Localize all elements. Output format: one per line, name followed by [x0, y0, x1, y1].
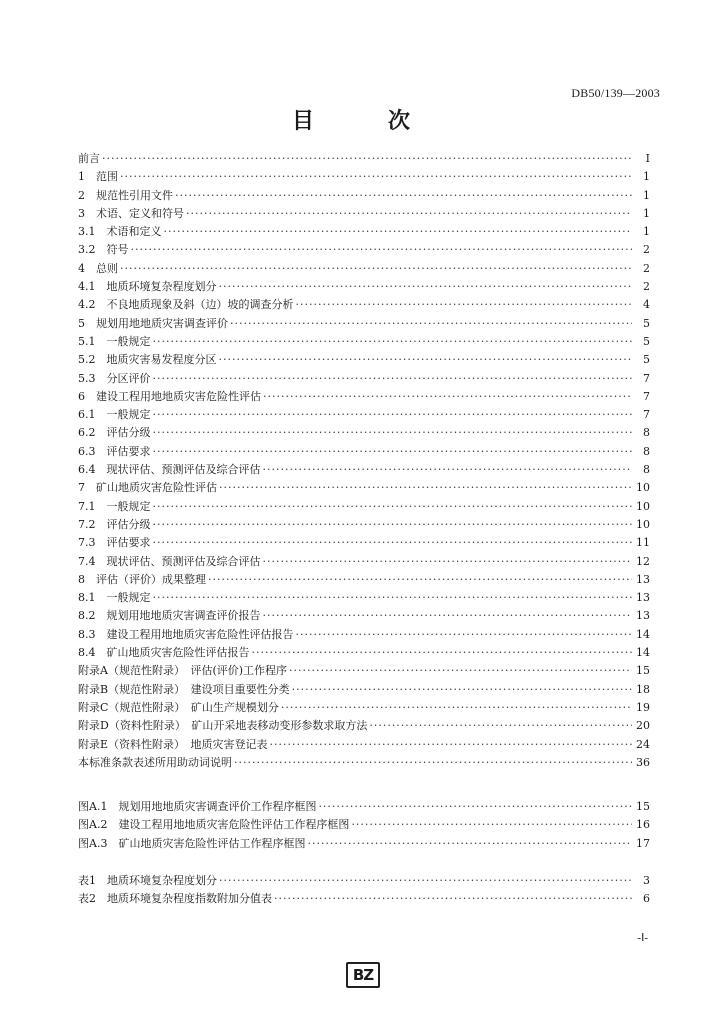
toc-entry-page: 15	[636, 664, 650, 678]
toc-entry-page: 15	[636, 800, 650, 813]
toc-entry-page: 24	[636, 737, 650, 751]
toc-leader-dots	[153, 500, 633, 513]
publisher-logo: BZ	[346, 962, 380, 988]
toc-entry-label: 附录A（规范性附录） 评估(评价)工作程序	[78, 664, 288, 678]
toc-entry[interactable]	[78, 835, 650, 853]
toc-entry-label: 6.3 评估要求	[78, 444, 151, 458]
toc-entry[interactable]	[78, 333, 650, 351]
toc-leader-dots	[296, 298, 633, 311]
toc-entry[interactable]	[78, 205, 650, 223]
toc-entry-label: 5.2 地质灾害易发程度分区	[78, 353, 217, 367]
toc-leader-dots	[131, 243, 633, 256]
toc-entry-page: 18	[636, 682, 650, 696]
toc-leader-dots	[102, 152, 632, 165]
toc-leader-dots	[153, 335, 633, 348]
toc-leader-dots	[153, 372, 633, 385]
toc-entry-label: 图A.3 矿山地质灾害危险性评估工作程序框图	[78, 836, 306, 850]
toc-entry[interactable]	[78, 626, 650, 644]
toc-entry[interactable]	[78, 461, 650, 479]
toc-entry-page: 19	[636, 700, 650, 714]
toc-entry-page: 14	[636, 627, 650, 641]
toc-leader-dots	[153, 445, 633, 458]
toc-leader-dots	[175, 189, 632, 202]
toc-entry-label: 3.2 符号	[78, 243, 129, 257]
toc-entry[interactable]	[78, 168, 650, 186]
toc-leader-dots	[219, 874, 632, 887]
toc-entry-label: 附录E（资料性附录） 地质灾害登记表	[78, 737, 268, 751]
toc-entry[interactable]	[78, 872, 650, 890]
toc-entry[interactable]	[78, 150, 650, 168]
toc-entry-page: 1	[643, 225, 650, 239]
toc-entry-label: 7 矿山地质灾害危险性评估	[78, 481, 217, 495]
toc-entry-label: 7.2 评估分级	[78, 517, 151, 531]
toc-entry-page: 2	[643, 280, 650, 294]
toc-entry-label: 图A.1 规划用地地质灾害调查评价工作程序框图	[78, 800, 317, 813]
toc-leader-dots	[153, 536, 633, 549]
toc-entry-page: 8	[643, 426, 650, 440]
doc-id: DB50/139—2003	[571, 86, 660, 100]
toc-entry[interactable]	[78, 589, 650, 607]
toc-entry[interactable]	[78, 260, 650, 278]
toc-entry[interactable]	[78, 388, 650, 406]
toc-entry-label: 3.1 术语和定义	[78, 225, 162, 239]
toc-leader-dots	[263, 609, 633, 622]
toc-entry[interactable]	[78, 890, 650, 908]
toc-entry-page: 13	[636, 572, 650, 586]
toc-entry-label: 8.1 一般规定	[78, 591, 151, 605]
toc-entry-page: 2	[643, 261, 650, 275]
toc-leader-dots	[153, 408, 633, 421]
toc-leader-dots	[153, 591, 633, 604]
toc-entry-label: 6 建设工程用地地质灾害危险性评估	[78, 389, 261, 403]
toc-entry-page: 7	[643, 389, 650, 403]
toc-entry[interactable]	[78, 571, 650, 589]
toc-entry-label: 6.2 评估分级	[78, 426, 151, 440]
toc-entry-page: 10	[636, 517, 650, 531]
toc-entry-label: 3 术语、定义和符号	[78, 206, 184, 220]
toc-entry-page: Ⅰ	[645, 152, 650, 165]
toc-leader-dots	[263, 555, 633, 568]
toc-entry[interactable]	[78, 351, 650, 369]
toc-entry-page: 13	[636, 591, 650, 605]
toc-leader-dots	[120, 262, 632, 275]
toc-entry-page: 1	[643, 206, 650, 220]
toc-entry-page: 17	[636, 836, 650, 850]
toc-entry-label: 7.1 一般规定	[78, 499, 151, 513]
toc-entry[interactable]	[78, 479, 650, 497]
toc-entry-label: 本标准条款表述所用助动词说明	[78, 755, 232, 769]
toc-entry[interactable]	[78, 370, 650, 388]
toc-entry[interactable]	[78, 534, 650, 552]
toc-entry-label: 1 范围	[78, 170, 118, 184]
toc-entry[interactable]	[78, 754, 650, 772]
toc-entry[interactable]	[78, 607, 650, 625]
toc-leader-dots	[263, 390, 632, 403]
toc-entry[interactable]	[78, 424, 650, 442]
toc-entry-label: 5.1 一般规定	[78, 334, 151, 348]
toc-entry-page: 20	[636, 719, 650, 733]
toc-entry-label: 4.2 不良地质现象及斜（边）坡的调查分析	[78, 298, 294, 312]
toc-entry[interactable]	[78, 736, 650, 754]
toc-entry-label: 表2 地质环境复杂程度指数附加分值表	[78, 892, 272, 906]
toc-entry-label: 8.4 矿山地质灾害危险性评估报告	[78, 646, 250, 660]
toc-entry[interactable]	[78, 553, 650, 571]
toc-entry-label: 6.1 一般规定	[78, 408, 151, 422]
toc-leader-dots	[234, 756, 632, 769]
toc-entry-page: 1	[643, 188, 650, 202]
toc-entry-label: 附录D（资料性附录） 矿山开采地表移动变形参数求取方法	[78, 719, 368, 733]
toc-entry[interactable]	[78, 798, 650, 816]
toc-leader-dots	[252, 646, 633, 659]
toc-leader-dots	[219, 280, 633, 293]
toc-leader-dots	[263, 463, 633, 476]
toc-entry[interactable]	[78, 699, 650, 717]
page-title: 目 次	[291, 109, 436, 134]
toc-entry[interactable]	[78, 187, 650, 205]
toc-entry[interactable]	[78, 644, 650, 662]
toc-entry-page: 16	[636, 818, 650, 832]
toc-entry[interactable]	[78, 406, 650, 424]
toc-entry-label: 表1 地质环境复杂程度划分	[78, 874, 217, 887]
toc-entry-page: 3	[643, 874, 650, 887]
toc-entry[interactable]	[78, 223, 650, 241]
toc-entry-label: 5.3 分区评价	[78, 371, 151, 385]
toc-entry[interactable]	[78, 296, 650, 314]
toc-entry-page: 8	[643, 444, 650, 458]
toc-entry-label: 8.3 建设工程用地地质灾害危险性评估报告	[78, 627, 294, 641]
toc-entry[interactable]	[78, 443, 650, 461]
toc-leader-dots	[270, 738, 632, 751]
toc-entry-page: 4	[643, 298, 650, 312]
toc-leader-dots	[296, 628, 633, 641]
toc-leader-dots	[219, 353, 633, 366]
toc-entry-page: 14	[636, 646, 650, 660]
toc-entry-label: 5 规划用地地质灾害调查评价	[78, 316, 228, 330]
toc-entry-page: 10	[636, 481, 650, 495]
toc-entry-label: 4 总则	[78, 261, 118, 275]
toc-list	[78, 150, 650, 772]
toc-entry-page: 11	[636, 536, 650, 550]
toc-leader-dots	[289, 664, 632, 677]
toc-entry[interactable]	[78, 717, 650, 735]
toc-entry-label: 8.2 规划用地地质灾害调查评价报告	[78, 609, 261, 623]
toc-entry-page: 7	[643, 371, 650, 385]
toc-entry-page: 13	[636, 609, 650, 623]
toc-leader-dots	[153, 518, 633, 531]
toc-leader-dots	[369, 719, 632, 732]
toc-entry[interactable]	[78, 498, 650, 516]
toc-leader-dots	[307, 837, 632, 850]
toc-entry-label: 前言	[78, 152, 100, 165]
toc-leader-dots	[318, 800, 632, 813]
toc-entry-page: 36	[636, 755, 650, 769]
toc-leader-dots	[219, 481, 632, 494]
toc-leader-dots	[164, 225, 633, 238]
toc-leader-dots	[281, 701, 632, 714]
toc-entry[interactable]	[78, 816, 650, 834]
toc-entry[interactable]	[78, 516, 650, 534]
toc-entry-label: 2 规范性引用文件	[78, 188, 173, 202]
toc-entry-page: 7	[643, 408, 650, 422]
toc-entry-label: 附录B（规范性附录） 建设项目重要性分类	[78, 682, 290, 696]
toc-entry-label: 7.4 现状评估、预测评估及综合评估	[78, 554, 261, 568]
toc-entry[interactable]	[78, 662, 650, 680]
toc-entry-label: 6.4 现状评估、预测评估及综合评估	[78, 463, 261, 477]
toc-entry-label: 7.3 评估要求	[78, 536, 151, 550]
footer-page-number: -Ⅰ-	[637, 932, 648, 944]
toc-entry-page: 12	[636, 554, 650, 568]
toc-leader-dots	[230, 317, 632, 330]
toc-leader-dots	[292, 683, 632, 696]
toc-entry[interactable]	[78, 315, 650, 333]
toc-leader-dots	[274, 892, 632, 905]
toc-entry-label: 附录C（规范性附录） 矿山生产规模划分	[78, 700, 279, 714]
toc-entry-label: 8 评估（评价）成果整理	[78, 572, 206, 586]
toc-entry-page: 1	[643, 170, 650, 184]
toc-leader-dots	[120, 170, 632, 183]
toc-entry-page: 8	[643, 463, 650, 477]
toc-entry[interactable]	[78, 681, 650, 699]
toc-entry-page: 5	[643, 353, 650, 367]
toc-entry-label: 图A.2 建设工程用地地质灾害危险性评估工作程序框图	[78, 818, 350, 832]
toc-entry[interactable]	[78, 278, 650, 296]
toc-leader-dots	[153, 426, 633, 439]
figure-list	[78, 798, 650, 853]
toc-leader-dots	[208, 573, 632, 586]
toc-entry[interactable]	[78, 241, 650, 259]
toc-entry-page: 10	[636, 499, 650, 513]
toc-entry-page: 2	[643, 243, 650, 257]
toc-leader-dots	[351, 818, 632, 831]
toc-entry-page: 6	[643, 892, 650, 906]
toc-leader-dots	[186, 207, 632, 220]
table-list	[78, 872, 650, 909]
toc-entry-page: 5	[643, 316, 650, 330]
toc-entry-label: 4.1 地质环境复杂程度划分	[78, 280, 217, 294]
toc-entry-page: 5	[643, 334, 650, 348]
